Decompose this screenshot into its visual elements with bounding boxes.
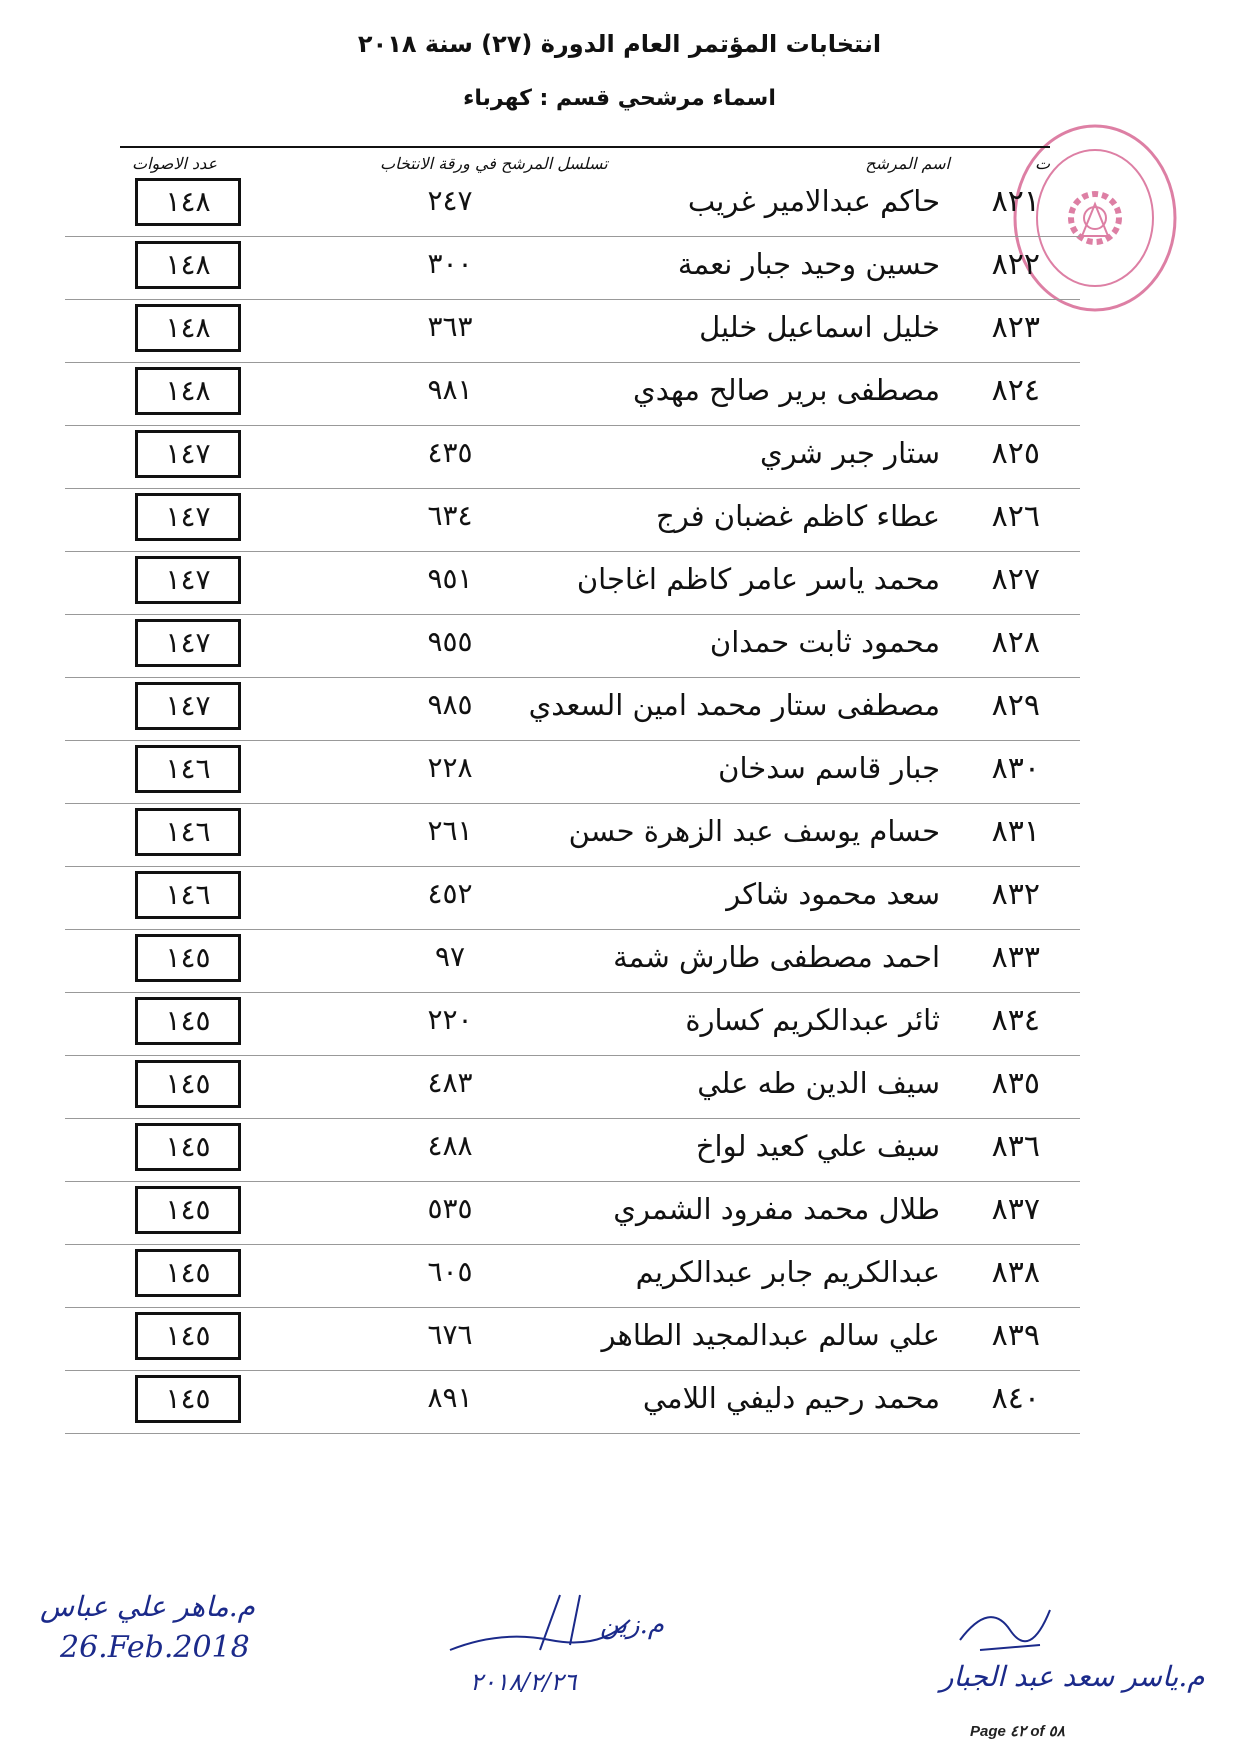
row-ballot-number: ٥٣٥ [427,1192,473,1225]
row-seq: ٨٣٧ [991,1192,1040,1227]
row-candidate-name: محمد ياسر عامر كاظم اغاجان [576,562,940,596]
table-row [120,422,1080,492]
row-seq: ٨٣٦ [991,1129,1040,1164]
row-vote-count: ١٤٥ [135,934,241,982]
row-seq: ٨٤٠ [991,1381,1040,1416]
row-vote-count: ١٤٥ [135,1375,241,1423]
header-name: اسم المرشح [865,154,950,173]
table-row [120,611,1080,681]
row-candidate-name: علي سالم عبدالمجيد الطاهر [601,1318,940,1352]
row-candidate-name: حسام يوسف عبد الزهرة حسن [568,814,940,848]
row-vote-count: ١٤٧ [135,619,241,667]
row-candidate-name: سيف الدين طه علي [697,1066,940,1100]
table-row [120,1304,1080,1374]
table-row [120,233,1080,303]
page-subtitle: اسماء مرشحي قسم : كهرباء [463,86,776,111]
row-vote-count: ١٤٥ [135,1060,241,1108]
row-candidate-name: عطاء كاظم غضبان فرج [655,499,940,533]
table-row [120,485,1080,555]
signature-left-name: م.ماهر علي عباس [40,1590,255,1623]
table-row [120,863,1080,933]
signature-middle-name: م.زين [600,1610,664,1640]
row-candidate-name: حاكم عبدالامير غريب [687,184,940,218]
row-seq: ٨٢٦ [991,499,1040,534]
row-candidate-name: جبار قاسم سدخان [718,751,940,785]
row-ballot-number: ٩٥١ [427,562,473,595]
table-row [120,170,1080,240]
row-seq: ٨٢٣ [991,310,1040,345]
row-seq: ٨٢٥ [991,436,1040,471]
row-seq: ٨٣٠ [991,751,1040,786]
header-ballot: تسلسل المرشح في ورقة الانتخاب [380,154,608,173]
row-candidate-name: عبدالكريم جابر عبدالكريم [635,1255,940,1289]
row-ballot-number: ٦٣٤ [427,499,473,532]
row-candidate-name: احمد مصطفى طارش شمة [613,940,940,974]
header-votes: عدد الاصوات [132,154,218,173]
row-ballot-number: ٢٢٠ [427,1003,473,1036]
row-ballot-number: ٨٩١ [427,1381,473,1414]
table-row [120,926,1080,996]
row-seq: ٨٢٨ [991,625,1040,660]
row-candidate-name: ثائر عبدالكريم كسارة [685,1003,940,1037]
row-candidate-name: خليل اسماعيل خليل [699,310,940,344]
row-vote-count: ١٤٥ [135,997,241,1045]
row-vote-count: ١٤٦ [135,745,241,793]
row-candidate-name: محمود ثابت حمدان [709,625,940,659]
row-ballot-number: ٤٨٣ [427,1066,473,1099]
table-row [120,1115,1080,1185]
row-seq: ٨٣٥ [991,1066,1040,1101]
row-vote-count: ١٤٥ [135,1186,241,1234]
row-seq: ٨٢٩ [991,688,1040,723]
row-vote-count: ١٤٨ [135,241,241,289]
row-ballot-number: ٤٣٥ [427,436,473,469]
row-ballot-number: ٣٦٣ [427,310,473,343]
row-seq: ٨٣٩ [991,1318,1040,1353]
row-candidate-name: طلال محمد مفرود الشمري [613,1192,940,1226]
row-vote-count: ١٤٥ [135,1249,241,1297]
row-ballot-number: ٦٠٥ [427,1255,473,1288]
row-seq: ٨٣٨ [991,1255,1040,1290]
row-divider [65,1433,1080,1434]
row-vote-count: ١٤٥ [135,1123,241,1171]
row-candidate-name: مصطفى برير صالح مهدي [633,373,940,407]
row-ballot-number: ٩٥٥ [427,625,473,658]
row-vote-count: ١٤٧ [135,556,241,604]
row-seq: ٨٣٢ [991,877,1040,912]
row-ballot-number: ٩٧ [434,940,466,973]
table-row [120,1367,1080,1437]
row-vote-count: ١٤٧ [135,682,241,730]
signature-right-scribble-icon [950,1590,1060,1660]
row-vote-count: ١٤٥ [135,1312,241,1360]
row-vote-count: ١٤٨ [135,304,241,352]
table-row [120,989,1080,1059]
row-candidate-name: سيف علي كعيد لواخ [695,1129,940,1163]
row-seq: ٨٣١ [991,814,1040,849]
row-candidate-name: مصطفى ستار محمد امين السعدي [528,688,940,722]
row-ballot-number: ٢٦١ [427,814,473,847]
signature-middle-date: ٢٠١٨/٢/٢٦ [470,1668,577,1696]
row-seq: ٨٢٢ [991,247,1040,282]
table-row [120,1052,1080,1122]
table-row [120,1178,1080,1248]
row-seq: ٨٢٧ [991,562,1040,597]
row-seq: ٨٣٤ [991,1003,1040,1038]
table-row [120,296,1080,366]
table-row [120,359,1080,429]
row-vote-count: ١٤٨ [135,178,241,226]
row-candidate-name: محمد رحيم دليفي اللامي [642,1381,940,1415]
table-row [120,737,1080,807]
row-ballot-number: ٩٨١ [427,373,473,406]
row-candidate-name: ستار جبر شري [759,436,940,470]
row-ballot-number: ٩٨٥ [427,688,473,721]
row-vote-count: ١٤٦ [135,808,241,856]
row-vote-count: ١٤٧ [135,430,241,478]
row-candidate-name: سعد محمود شاكر [726,877,940,911]
table-row [120,1241,1080,1311]
signature-left-date: 26.Feb.2018 [60,1630,250,1665]
table-row [120,674,1080,744]
row-seq: ٨٣٣ [991,940,1040,975]
row-vote-count: ١٤٧ [135,493,241,541]
row-ballot-number: ٤٥٢ [427,877,473,910]
row-ballot-number: ٢٢٨ [427,751,473,784]
row-vote-count: ١٤٦ [135,871,241,919]
row-ballot-number: ٣٠٠ [427,247,473,280]
table-row [120,800,1080,870]
page-number: Page ٤٢ of ٥٨ [970,1723,1065,1740]
row-candidate-name: حسين وحيد جبار نعمة [677,247,940,281]
page-title: انتخابات المؤتمر العام الدورة (٢٧) سنة ٢٠١٨ [357,30,882,58]
row-vote-count: ١٤٨ [135,367,241,415]
row-seq: ٨٢١ [991,184,1040,219]
row-ballot-number: ٤٨٨ [427,1129,473,1162]
row-seq: ٨٢٤ [991,373,1040,408]
row-ballot-number: ٦٧٦ [427,1318,473,1351]
row-ballot-number: ٢٤٧ [427,184,473,217]
header-seq: ت [1034,154,1050,173]
signature-right-name: م.ياسر سعد عبد الجبار [940,1660,1205,1693]
table-row [120,548,1080,618]
